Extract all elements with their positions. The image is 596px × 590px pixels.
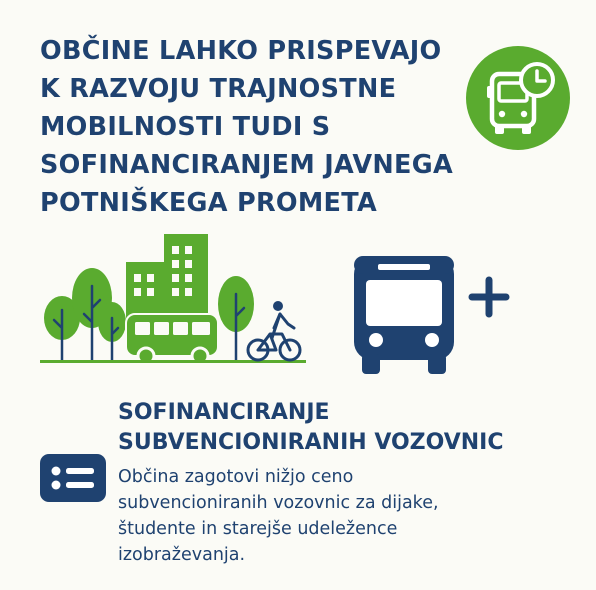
plus-icon bbox=[468, 276, 510, 318]
headline-line: POTNIŠKEGA PROMETA bbox=[40, 188, 378, 218]
bus-clock-icon bbox=[466, 46, 570, 150]
section-description-line: študente in starejše udeležence bbox=[118, 519, 398, 539]
headline bbox=[40, 32, 480, 222]
section-title-line: SUBVENCIONIRANIH VOZOVNIC bbox=[118, 430, 504, 455]
headline-line: SOFINANCIRANJEM JAVNEGA bbox=[40, 150, 453, 180]
city-green-mobility-illustration bbox=[40, 230, 310, 370]
section-description-line: Občina zagotovi nižjo ceno bbox=[118, 467, 354, 487]
section-description-line: subvencioniranih vozovnic za dijake, bbox=[118, 493, 439, 513]
headline-line: OBČINE LAHKO PRISPEVAJO bbox=[40, 36, 442, 66]
section-description-line: izobraževanja. bbox=[118, 545, 246, 565]
section-title bbox=[118, 398, 504, 458]
ticket-card-icon bbox=[40, 454, 106, 502]
headline-line: K RAZVOJU TRAJNOSTNE bbox=[40, 74, 397, 104]
headline-line: MOBILNOSTI TUDI S bbox=[40, 112, 331, 142]
bus-front-icon bbox=[352, 254, 456, 376]
section-title-line: SOFINANCIRANJE bbox=[118, 400, 330, 425]
section-description bbox=[118, 464, 578, 568]
